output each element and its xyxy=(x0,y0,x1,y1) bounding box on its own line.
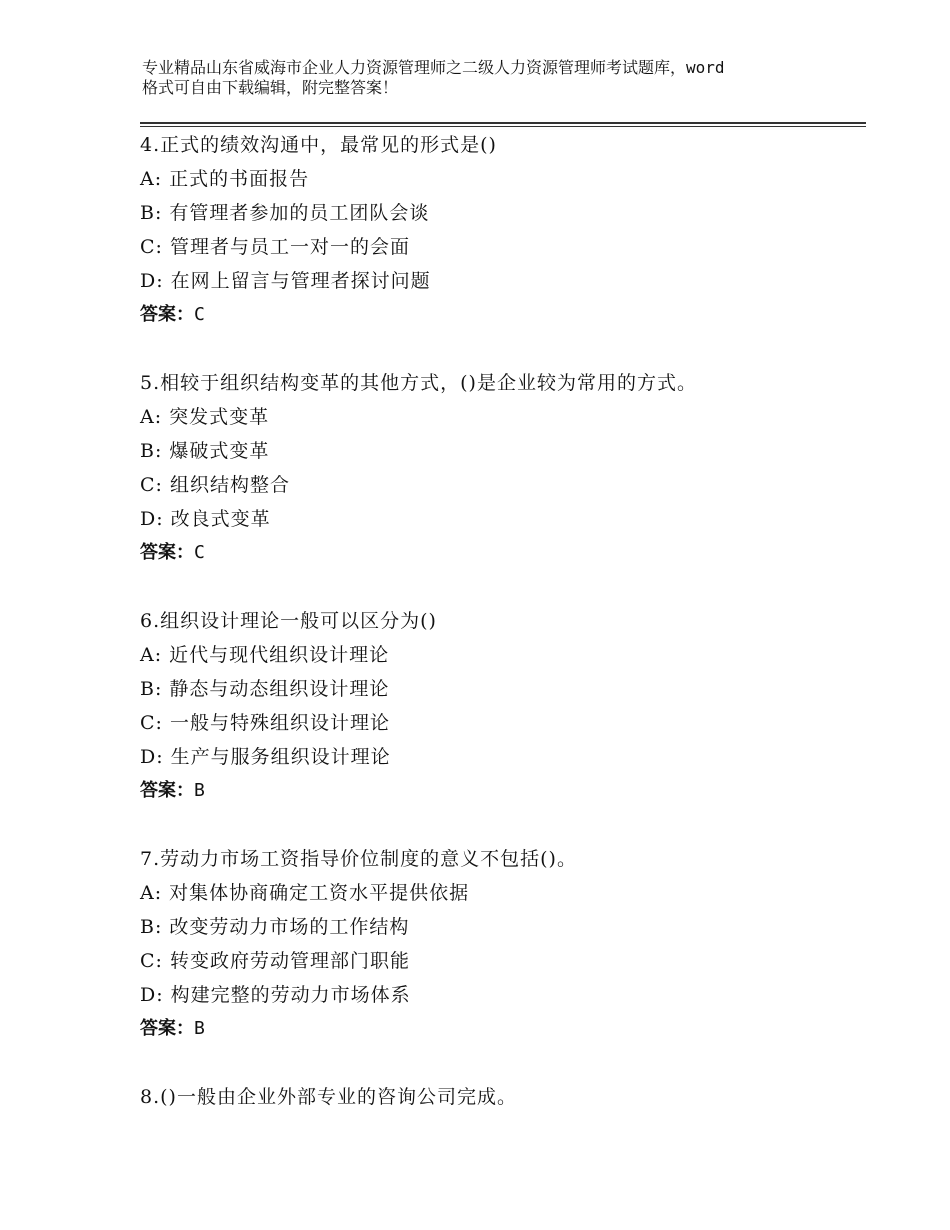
document-header xyxy=(142,58,842,98)
option-d: D: 在网上留言与管理者探讨问题 xyxy=(140,270,431,292)
question-stem: 5.相较于组织结构变革的其他方式，()是企业较为常用的方式。 xyxy=(140,372,697,394)
question-6 xyxy=(140,604,866,808)
option-b: B: 静态与动态组织设计理论 xyxy=(140,678,390,700)
option-d: D: 构建完整的劳动力市场体系 xyxy=(140,984,411,1006)
header-line-2: 格式可自由下载编辑，附完整答案！ xyxy=(142,78,399,97)
option-c: C: 管理者与员工一对一的会面 xyxy=(140,236,410,258)
answer-value: B xyxy=(194,1018,205,1039)
question-stem: 8.()一般由企业外部专业的咨询公司完成。 xyxy=(140,1086,517,1108)
option-d: D: 生产与服务组织设计理论 xyxy=(140,746,391,768)
option-a: A: 正式的书面报告 xyxy=(140,168,310,190)
header-line-1: 专业精品山东省威海市企业人力资源管理师之二级人力资源管理师考试题库，word xyxy=(142,58,725,77)
answer-line xyxy=(140,298,866,332)
answer-label: 答案： xyxy=(140,1018,194,1039)
question-stem: 6.组织设计理论一般可以区分为() xyxy=(140,610,437,632)
question-7 xyxy=(140,842,866,1046)
option-b: B: 有管理者参加的员工团队会谈 xyxy=(140,202,430,224)
answer-value: C xyxy=(194,304,205,325)
option-a: A: 近代与现代组织设计理论 xyxy=(140,644,390,666)
answer-value: B xyxy=(194,780,205,801)
option-d: D: 改良式变革 xyxy=(140,508,271,530)
header-divider-thick xyxy=(140,122,866,124)
answer-label: 答案： xyxy=(140,304,194,325)
question-4 xyxy=(140,128,866,332)
question-list xyxy=(140,128,866,1148)
question-stem: 7.劳动力市场工资指导价位制度的意义不包括()。 xyxy=(140,848,577,870)
question-8 xyxy=(140,1080,866,1114)
answer-line xyxy=(140,1012,866,1046)
question-stem: 4.正式的绩效沟通中，最常见的形式是() xyxy=(140,134,497,156)
answer-value: C xyxy=(194,542,205,563)
option-a: A: 对集体协商确定工资水平提供依据 xyxy=(140,882,470,904)
option-c: C: 一般与特殊组织设计理论 xyxy=(140,712,390,734)
question-5 xyxy=(140,366,866,570)
option-b: B: 改变劳动力市场的工作结构 xyxy=(140,916,410,938)
option-b: B: 爆破式变革 xyxy=(140,440,270,462)
header-divider-thin xyxy=(140,126,866,127)
option-a: A: 突发式变革 xyxy=(140,406,270,428)
option-c: C: 转变政府劳动管理部门职能 xyxy=(140,950,410,972)
option-c: C: 组织结构整合 xyxy=(140,474,290,496)
answer-label: 答案： xyxy=(140,542,194,563)
answer-line xyxy=(140,536,866,570)
answer-line xyxy=(140,774,866,808)
answer-label: 答案： xyxy=(140,780,194,801)
